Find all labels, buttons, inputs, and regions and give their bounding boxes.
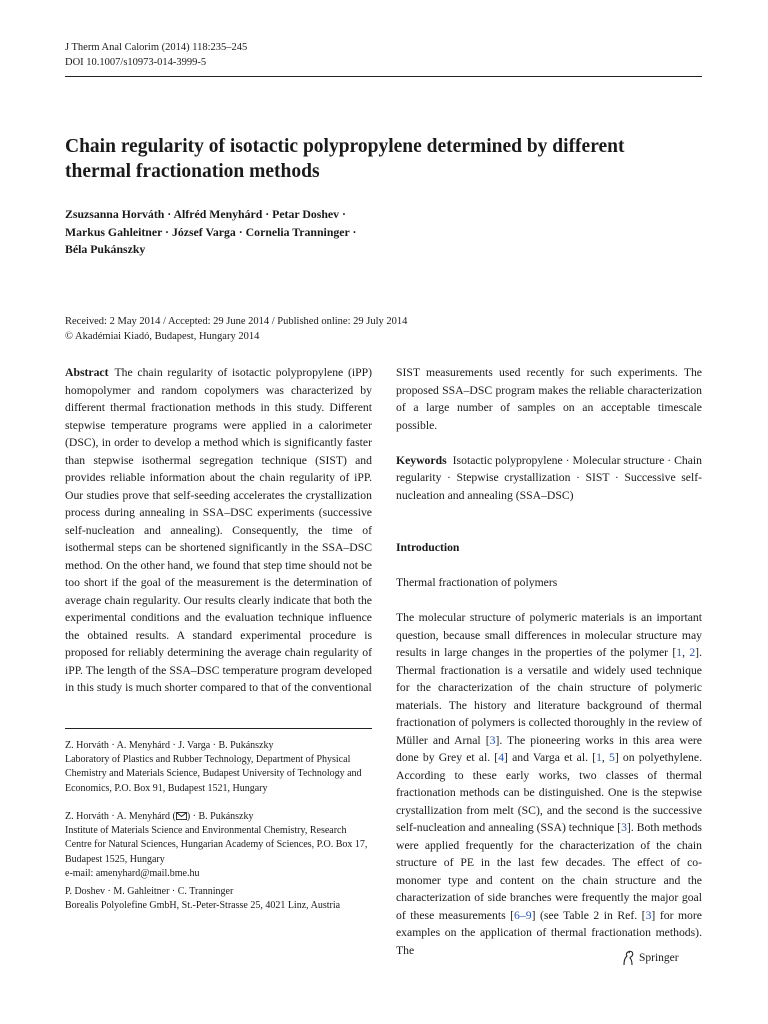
article-title: Chain regularity of isotactic polypropylene determined by different thermal fractionation methods [65, 136, 625, 182]
reference-link[interactable]: 2 [689, 646, 696, 659]
reference-link[interactable]: 6–9 [514, 908, 532, 922]
authors-line: Markus Gahleitner · József Varga · Cornelia Tranninger · [65, 224, 357, 239]
reference-link[interactable]: 3 [645, 908, 652, 922]
journal-header [65, 40, 247, 70]
doi: DOI 10.1007/s10973-014-3999-5 [65, 57, 207, 68]
keywords-heading: Keywords [396, 453, 447, 467]
left-column [65, 364, 372, 697]
abstract-continued: SIST measurements used recently for such experiments. The proposed SSA–DSC program makes the reliable characterization of a large number of samples on an acceptable timescale possible. [396, 366, 702, 432]
reference-link[interactable]: 1 [596, 751, 602, 764]
reference-link[interactable]: 3 [621, 821, 627, 834]
author-list [65, 206, 625, 259]
affiliation-block [65, 810, 372, 881]
affiliation-names: P. Doshev · M. Gahleitner · C. Tranninger [65, 886, 234, 897]
affiliation-block [65, 739, 372, 796]
affiliation-names: Z. Horváth · A. Menyhárd · J. Varga · B. Pukánszky [65, 740, 274, 751]
reference-link[interactable]: 4 [498, 751, 505, 764]
corresponding-email[interactable]: e-mail: amenyhard@mail.bme.hu [65, 867, 200, 879]
affiliation-names: Z. Horváth · A. Menyhárd ( ) · B. Pukánszky [65, 811, 254, 822]
keywords [396, 452, 702, 505]
subsection-heading: Thermal fractionation of polymers [396, 576, 558, 589]
authors-line: Béla Pukánszky [65, 242, 146, 256]
authors-line: Zsuzsanna Horváth · Alfréd Menyhárd · Petar Doshev · [65, 207, 346, 221]
affiliation-address: Laboratory of Plastics and Rubber Technology, Department of Physical Chemistry and Materials Science, Budapest University of Technology and Economics, P.O. Box 91, Budapest 1521, Hungary [65, 754, 362, 794]
header-divider [65, 76, 702, 77]
introduction-heading: Introduction [396, 541, 460, 554]
journal-citation: J Therm Anal Calorim (2014) 118:235–245 [65, 42, 248, 53]
affiliation-block [65, 885, 372, 913]
publisher-name: Springer [639, 952, 679, 964]
abstract-heading: Abstract [65, 366, 109, 379]
affiliation-address: Borealis Polyolefine GmbH, St.-Peter-Strasse 25, 4021 Linz, Austria [65, 900, 341, 912]
envelope-icon [176, 811, 187, 822]
abstract [65, 364, 372, 697]
abstract-text: The chain regularity of isotactic polypropylene (iPP) homopolymer and random copolymers was characterized by different thermal fractionation methods in this study. Different stepwise temperature programs were applied in a calorimeter (DSC), in order to develop a method which is significantly faster than stepwise isothermal segregation technique (SIST) and provides reliable information about the chain regularity of iPP. Our studies prove that self-seeding accelerates the crystallization process during annealing in SSA–DSC experiments (successive self-nucleation and annealing). Consequently, the time of isothermal steps can be shortened significantly in the SSA–DSC method. On the other hand, we found that step time should not be too short if the goal of the measurement is the determination of average chain regularity. Our results clearly indicate that both the experimental conditions and the evaluation technique influence the obtained results. A standard experimental procedure is proposed for reliably determining the average chain regularity of iPP. The length of the SSA–DSC temperature program developed in this study is much shorter compared to that of the conventional [65, 366, 372, 694]
publication-history [65, 314, 565, 344]
springer-horse-icon [621, 950, 635, 966]
introduction-paragraph: The molecular structure of polymeric materials is an important question, because small differences in molecular structure may results in large changes in the properties of the polymer [1, 2]. Thermal fractionation is a versatile and widely used technique for the characterization of the chain structure of polymeric materials. The history and literature background of thermal fractionation of polymers is collected thoroughly in the review of Müller and Arnal [3]. The pioneering works in this area were done by Grey et al. [4] and Varga et al. [1, 5] on polyethylene. According to these early works, two classes of thermal fractionation methods can be distinguished. One is the stepwise crystallization from melt (SC), and the second is the successive self-nucleation and annealing (SSA) technique [3]. Both methods were applied frequently for the characterization of the chain structure of PE in the last few decades. The effect of co-monomer type and content on the chain structure and the characterization of side branches were frequently the major goal of these measurements [6–9] (see Table 2 in Ref. [3] for more examples on the application of thermal fractionation methods). The [396, 611, 703, 957]
copyright: © Akadémiai Kiadó, Budapest, Hungary 2014 [65, 331, 260, 342]
reference-link[interactable]: 5 [609, 751, 615, 764]
received-dates: Received: 2 May 2014 / Accepted: 29 June 2014 / Published online: 29 July 2014 [65, 316, 408, 327]
affiliation-address: Institute of Materials Science and Environmental Chemistry, Research Centre for Natural Sciences, Hungarian Academy of Sciences, P.O. Box 17, Budapest 1525, Hungary [65, 825, 368, 865]
affiliation-divider [65, 728, 372, 729]
reference-link[interactable]: 3 [489, 733, 496, 747]
publisher-logo [621, 950, 679, 966]
keywords-text: Isotactic polypropylene · Molecular structure · Chain regularity · Stepwise crystallization · SIST · Successive self-nucleation and annealing (SSA–DSC) [396, 453, 702, 502]
reference-link[interactable]: 1 [676, 646, 683, 659]
right-column [396, 364, 702, 959]
